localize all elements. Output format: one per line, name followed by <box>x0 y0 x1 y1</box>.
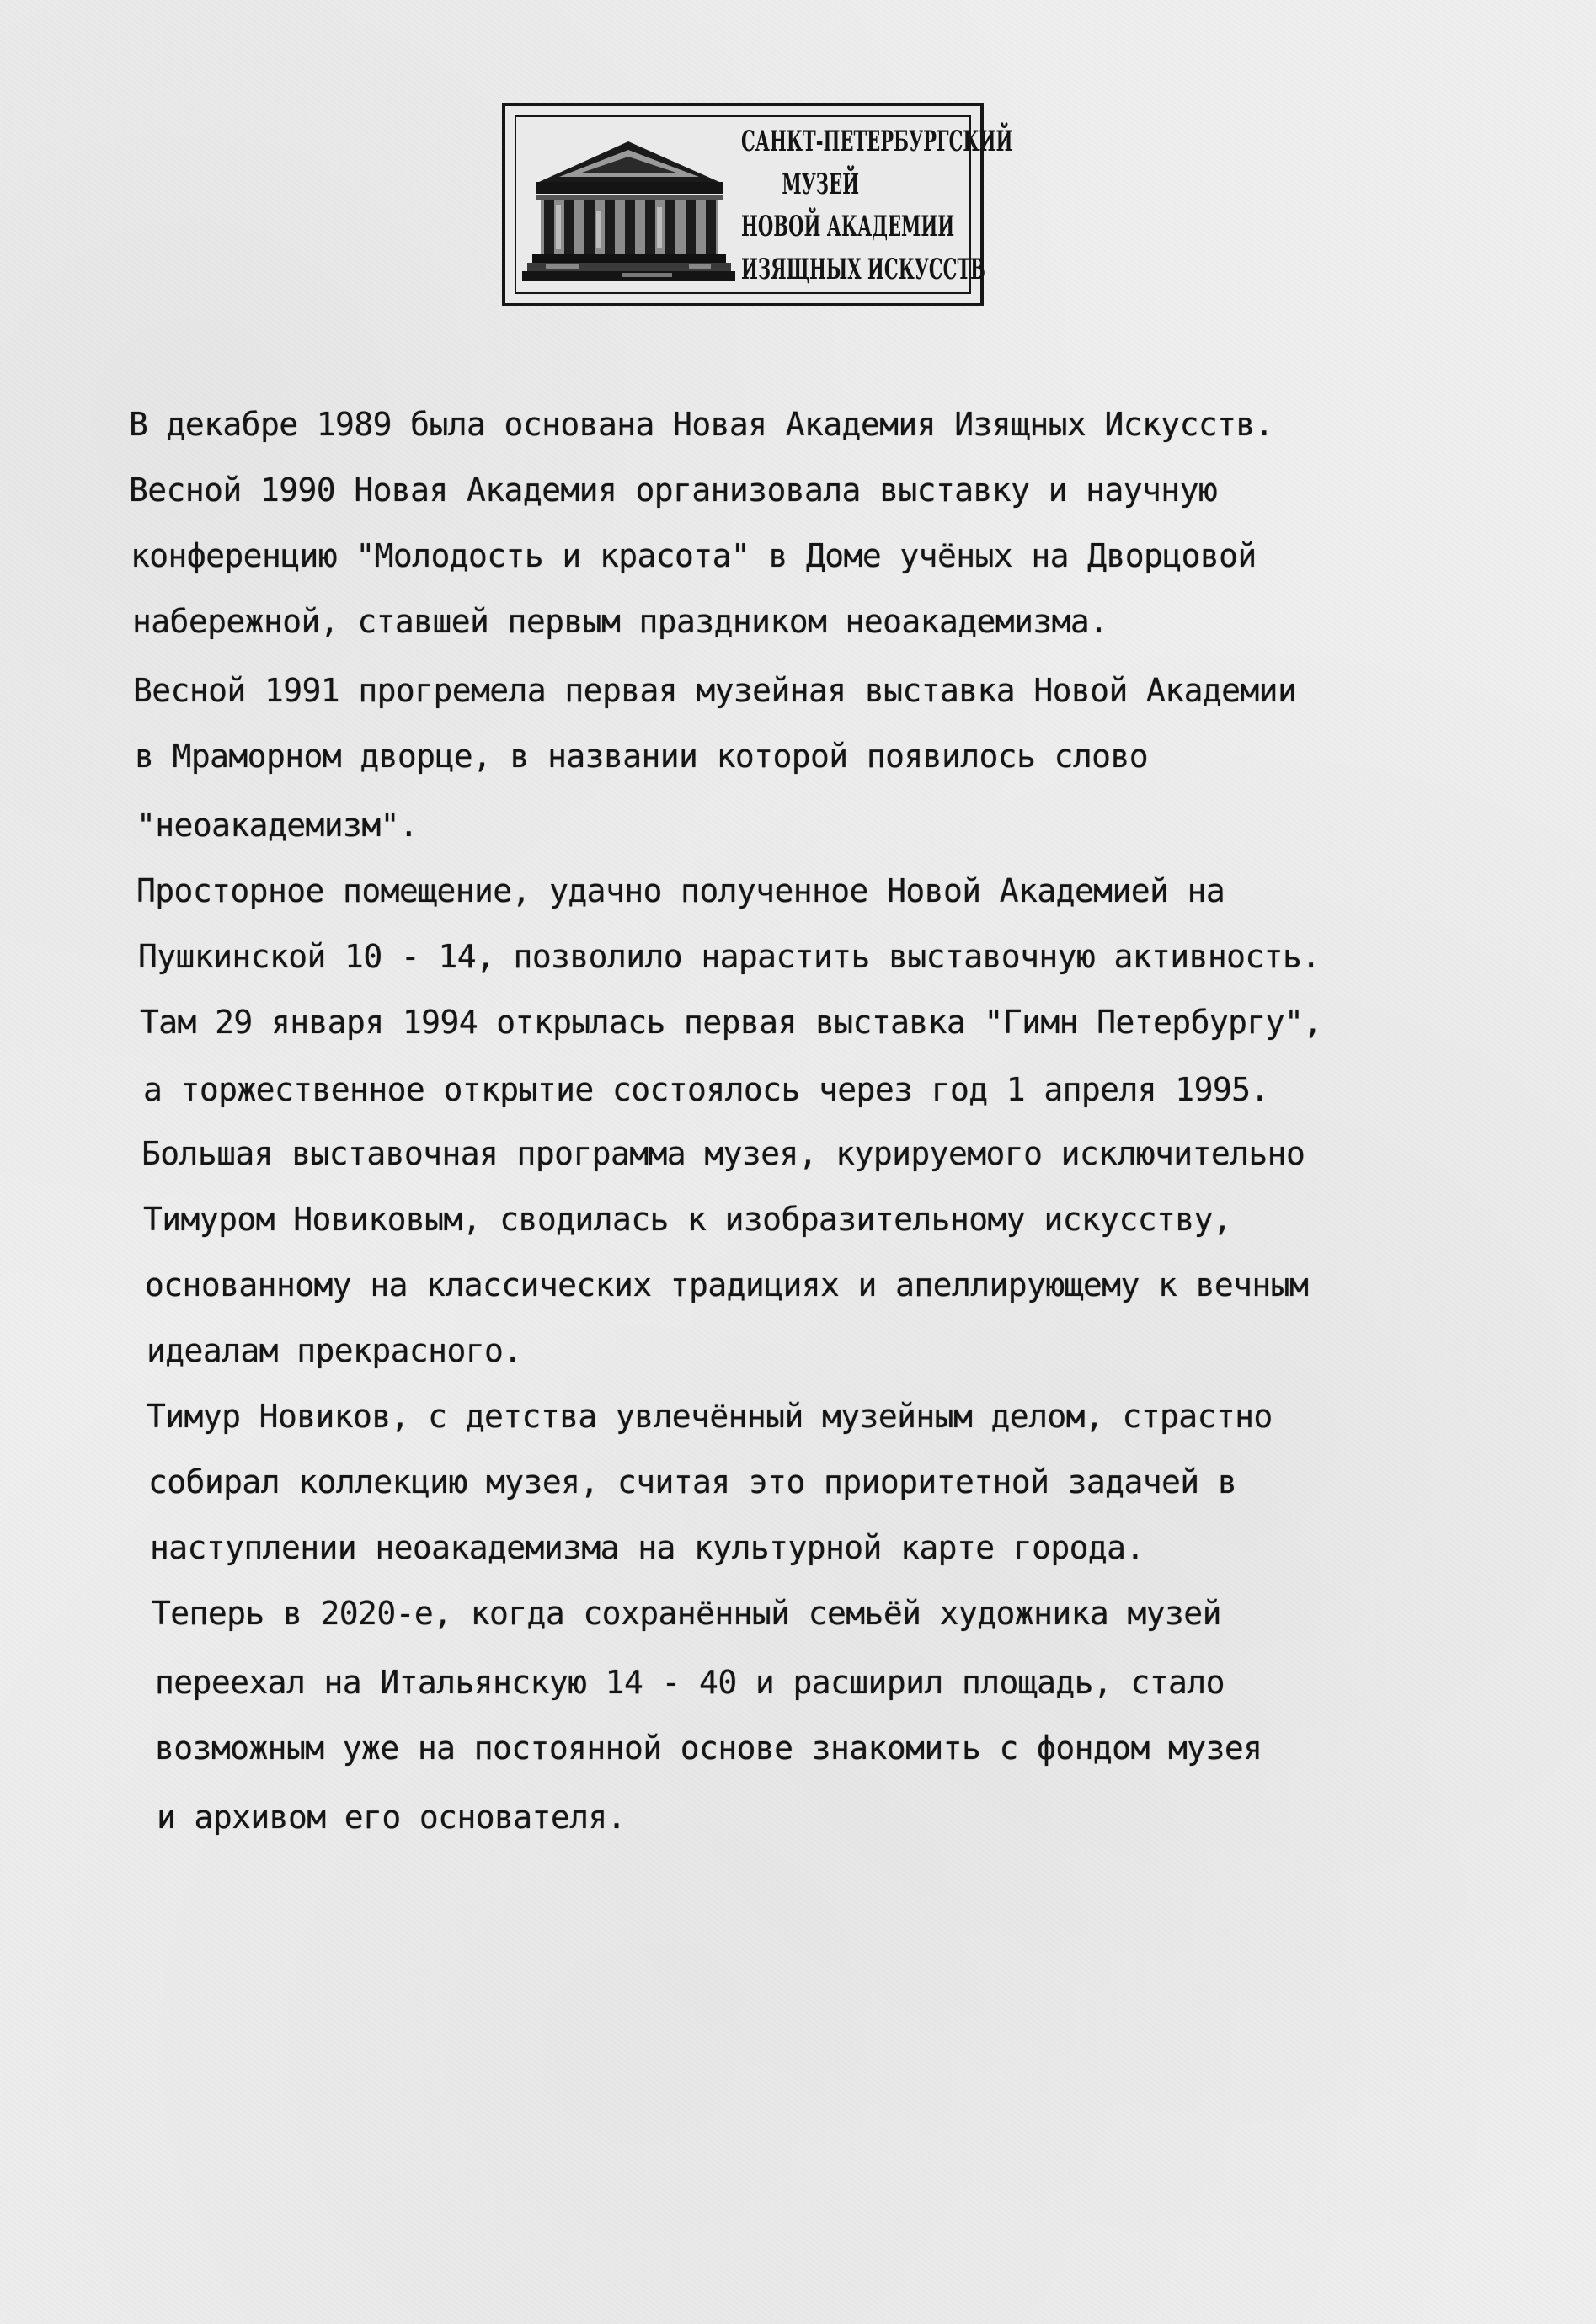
text-line: в Мраморном дворце, в названии которой появилось слово <box>135 738 1149 775</box>
stamp-line-academy: НОВОЙ АКАДЕМИИ <box>741 210 955 244</box>
text-line: Теперь в 2020-е, когда сохранённый семьёй художника музей <box>152 1595 1221 1632</box>
text-line: Там 29 января 1994 открылась первая выставка "Гимн Петербургу", <box>140 1004 1322 1041</box>
text-line: Пушкинской 10 - 14, позволило нарастить выставочную активность. <box>138 938 1321 975</box>
stamp-line-museum: МУЗЕЙ <box>782 167 859 201</box>
stamp-line-city: САНКТ-ПЕТЕРБУРГСКИЙ <box>741 125 1013 158</box>
text-line: Просторное помещение, удачно полученное Новой Академией на <box>136 872 1225 909</box>
text-line: переехал на Итальянскую 14 - 40 и расширил площадь, стало <box>155 1664 1225 1701</box>
text-line: Тимуром Новиковым, сводилась к изобразительному искусству, <box>143 1201 1232 1238</box>
text-line: возможным уже на постоянной основе знакомить с фондом музея <box>155 1730 1262 1767</box>
text-line: наступлении неоакадемизма на культурной карте города. <box>150 1529 1145 1566</box>
text-line: конференцию "Молодость и красота" в Доме учёных на Дворцовой <box>131 537 1257 574</box>
text-line: Тимур Новиков, с детства увлечённый музейным делом, страстно <box>147 1398 1273 1435</box>
text-line: основанному на классических традициях и апеллирующему к вечным <box>145 1266 1309 1303</box>
text-line: Большая выставочная программа музея, курируемого исключительно <box>141 1135 1305 1172</box>
text-line: "неоакадемизм". <box>136 807 419 844</box>
text-line: Весной 1990 Новая Академия организовала выставку и научную <box>129 472 1218 509</box>
text-line: собирал коллекцию музея, считая это приоритетной задачей в <box>148 1463 1237 1500</box>
text-line: Весной 1991 прогремела первая музейная выставка Новой Академии <box>133 672 1297 709</box>
text-line: набережной, ставшей первым праздником неоакадемизма. <box>132 603 1108 640</box>
text-line: а торжественное открытие состоялось через год 1 апреля 1995. <box>143 1071 1269 1108</box>
text-line: и архивом его основателя. <box>157 1799 626 1836</box>
stamp-line-arts: ИЗЯЩНЫХ ИСКУССТВ <box>741 252 985 286</box>
text-line: идеалам прекрасного. <box>147 1332 522 1369</box>
text-line: В декабре 1989 была основана Новая Академия Изящных Искусств. <box>129 406 1273 443</box>
